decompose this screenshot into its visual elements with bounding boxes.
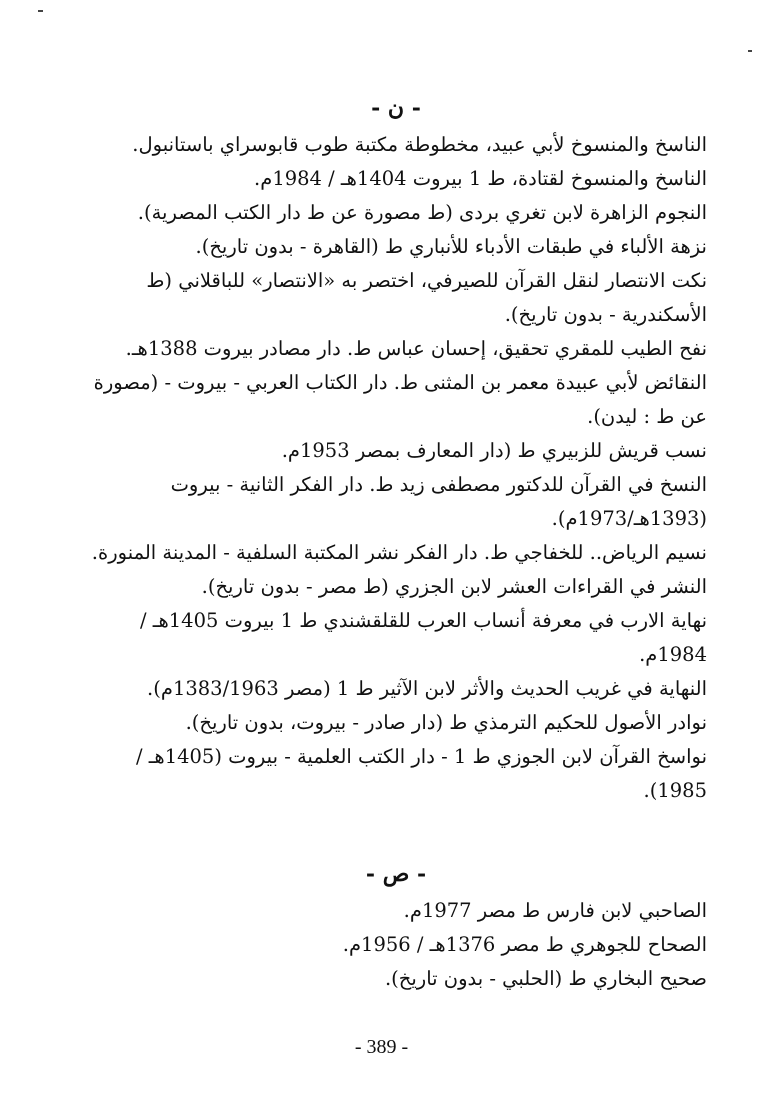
bib-entry: النشر في القراءات العشر لابن الجزري (ط مصر - بدون تاريخ). <box>201 575 707 598</box>
page-number: - 389 - <box>354 1036 409 1058</box>
scan-speck <box>748 50 752 52</box>
section-sad <box>85 854 707 996</box>
bib-entry: نسب قريش للزبيري ط (دار المعارف بمصر 1953م. <box>281 439 707 462</box>
bib-entry: نكت الانتصار لنقل القرآن للصيرفي، اختصر به «الانتصار» للباقلاني (ط الأسكندرية - بدون تاريخ). <box>146 269 707 326</box>
section-spacer <box>85 808 707 854</box>
bib-entry: نواسخ القرآن لابن الجوزي ط 1 - دار الكتب العلمية - بيروت (1405هـ / 1985). <box>135 745 707 802</box>
bib-entry: الناسخ والمنسوخ لقتادة، ط 1 بيروت 1404هـ / 1984م. <box>254 167 707 190</box>
bibliography-content <box>85 88 707 996</box>
bib-entry: الصاحبي لابن فارس ط مصر 1977م. <box>403 899 707 922</box>
bib-entry: نوادر الأصول للحكيم الترمذي ط (دار صادر - بيروت، بدون تاريخ). <box>185 711 707 734</box>
section-nun <box>85 88 707 808</box>
bib-entry: نفح الطيب للمقري تحقيق، إحسان عباس ط. دار مصادر بيروت 1388هـ. <box>125 337 707 360</box>
bib-entry: صحيح البخاري ط (الحلبي - بدون تاريخ). <box>384 967 707 990</box>
bib-entry: الصحاح للجوهري ط مصر 1376هـ / 1956م. <box>342 933 707 956</box>
bib-entry: نهاية الارب في معرفة أنساب العرب للقلقشندي ط 1 بيروت 1405هـ / 1984م. <box>140 609 707 666</box>
bib-entry: نسيم الرياض.. للخفاجي ط. دار الفكر نشر المكتبة السلفية - المدينة المنورة. <box>91 541 707 564</box>
bib-entry: نزهة الألباء في طبقات الأدباء للأنباري ط (القاهرة - بدون تاريخ). <box>195 235 707 258</box>
bib-entry: النقائض لأبي عبيدة معمر بن المثنى ط. دار الكتاب العربي - بيروت - (مصورة عن ط : ليدن). <box>93 371 707 428</box>
section-heading: - ص - <box>365 861 427 887</box>
bib-entry: النهاية في غريب الحديث والأثر لابن الآثير ط 1 (مصر 1383/1963م). <box>147 677 707 700</box>
section-heading: - ن - <box>371 95 421 121</box>
scan-speck <box>38 10 43 12</box>
bib-entry: الناسخ والمنسوخ لأبي عبيد، مخطوطة مكتبة طوب قابوسراي باستانبول. <box>132 133 707 156</box>
bib-entry: النسخ في القرآن للدكتور مصطفى زيد ط. دار الفكر الثانية - بيروت (1393هـ/1973م). <box>170 473 707 530</box>
bib-entry: النجوم الزاهرة لابن تغري بردى (ط مصورة عن ط دار الكتب المصرية). <box>137 201 707 224</box>
